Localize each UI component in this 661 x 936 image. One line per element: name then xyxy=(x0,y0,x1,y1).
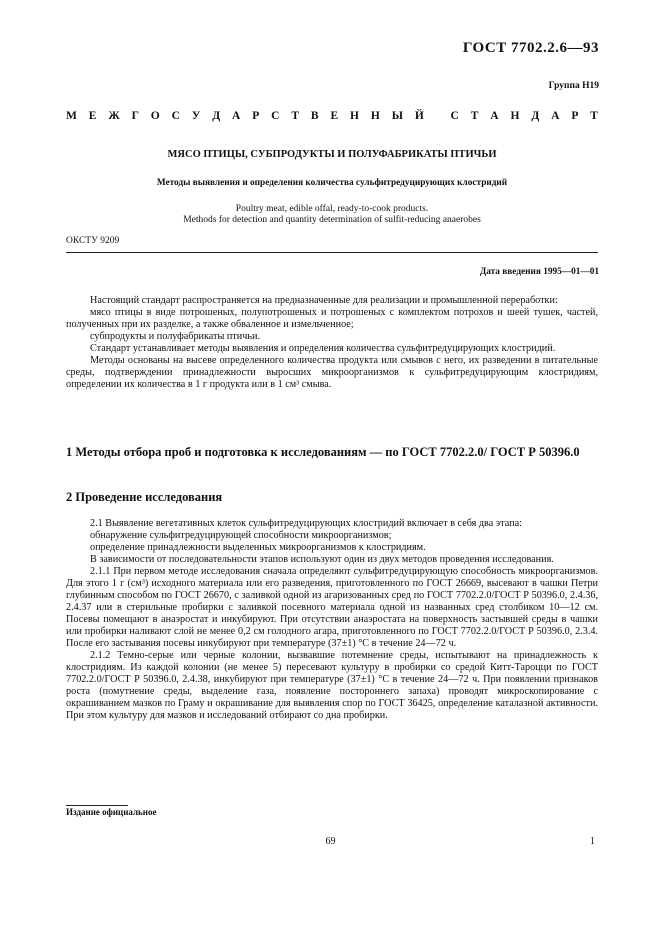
heading-letter: Н xyxy=(370,110,380,122)
heading-letter: Д xyxy=(531,110,540,122)
intro-paragraph: субпродукты и полуфабрикаты птичьи. xyxy=(90,331,261,342)
heading-letter: У xyxy=(191,110,201,122)
heading-letter: О xyxy=(150,110,160,122)
heading-letter: Т xyxy=(470,110,479,122)
intro-text xyxy=(66,295,598,391)
sheet-number: 1 xyxy=(590,836,595,847)
body-paragraph: определение принадлежности выделенных микроорганизмов к клостридиям. xyxy=(90,542,426,553)
official-divider xyxy=(66,805,128,806)
heading-letter: Т xyxy=(291,110,299,122)
heading-letter: Р xyxy=(252,110,260,122)
body-paragraph: 2.1.2 Темно-серые или черные колонии, вызвавшие потемнение среды, испытывают на принадлежность к клостридиям. Из каждой колонии (не менее 5) пересевают культуру в пробирки со средой Китт-Тароцци по ГОСТ 7702.2.0/ГОСТ Р 50396.0, 2.4.38, инкубируют при температуре (37±1) °С в течение 24—72 ч. При появлении признаков роста (помутнение среды, выделение газа, появление постороннего запаха) проводят микроскопирование с окрашиванием мазков по Граму и окрашивание для выявления спор по ГОСТ 36425, определение каталазной активности. При этом культуру для мазков и исследований отбирают со дна пробирки. xyxy=(66,650,598,721)
english-title xyxy=(66,204,598,226)
intro-paragraph: Методы основаны на высеве определенного количества продукта или смывов с него, их разведении в питательные среды, подтверждении принадлежности выросших микроорганизмов к сульфитредуцирующим клостридиям, определении их количества в 1 г продукта или в 1 см³ смыва. xyxy=(66,355,598,390)
heading-letter: А xyxy=(551,110,560,122)
heading-letter: Р xyxy=(571,110,579,122)
okstu-code: ОКСТУ 9209 xyxy=(66,236,120,246)
official-edition-note: Издание официальное xyxy=(66,807,157,817)
heading-letter xyxy=(436,110,439,122)
effective-date: Дата введения 1995—01—01 xyxy=(479,267,599,277)
heading-letter: Е xyxy=(330,110,339,122)
body-paragraph: обнаружение сульфитредуцирующей способности микроорганизмов; xyxy=(90,530,392,541)
heading-letter: С xyxy=(271,110,280,122)
heading-letter: Е xyxy=(88,110,97,122)
body-paragraph: В зависимости от последовательности этапов используют один из двух методов проведения исследования. xyxy=(90,554,554,565)
english-title-line-1: Poultry meat, edible offal, ready-to-cook products. xyxy=(235,204,429,214)
heading-letter: Ы xyxy=(391,110,403,122)
heading-letter: Й xyxy=(414,110,424,122)
intro-paragraph: Стандарт устанавливает методы выявления и определения количества сульфитредуцирующих клостридий. xyxy=(90,343,556,354)
heading-letter: А xyxy=(232,110,241,122)
section-2-text xyxy=(66,518,598,722)
english-title-line-2: Methods for detection and quantity determination of sulfit-reducing anaerobes xyxy=(183,215,481,225)
document-subtitle: Методы выявления и определения количества сульфитредуцирующих клостридий xyxy=(156,178,508,188)
heading-letter: Г xyxy=(131,110,139,122)
standard-type-heading xyxy=(66,110,598,122)
section-2-heading: 2 Проведение исследования xyxy=(66,490,223,504)
heading-letter: Н xyxy=(510,110,520,122)
body-paragraph: 2.1.1 При первом методе исследования сначала определяют сульфитредуцирующую способность микроорганизмов. Для этого 1 г (см³) исходного материала или его разведения, приготовленного по ГОСТ 26669, высевают в чашки Петри глубинным способом по ГОСТ 26670, с заливкой одной из агаризованных сред по ГОСТ 7702.2.0/ГОСТ Р 50396.0, 2.4.36, 2.4.37 или в стерильные пробирки с заливкой посевного материала одной из названных сред столбиком 10—12 см. Посевы помещают в анаэростат и инкубируют. При отсутствии анаэростата на поверхность застывшей среды в чашки или пробирки наливают слой не менее 0,2 см голодного агара, приготовленного по ГОСТ 7702.2.0/ГОСТ Р 50396.0, 2.3.4. После его застывания посевы инкубируют при температуре (37±1) °С в течение 24—72 ч. xyxy=(66,566,598,649)
heading-letter: Н xyxy=(350,110,359,122)
heading-letter: М xyxy=(66,110,77,122)
heading-letter: В xyxy=(310,110,319,122)
heading-letter: С xyxy=(450,110,459,122)
document-title: МЯСО ПТИЦЫ, СУБПРОДУКТЫ И ПОЛУФАБРИКАТЫ ПТИЧЬИ xyxy=(167,149,497,160)
heading-letter: С xyxy=(171,110,180,122)
heading-letter: Т xyxy=(590,110,598,122)
heading-letter: Ж xyxy=(108,110,120,122)
intro-paragraph: мясо птицы в виде потрошеных, полупотрошеных и потрошеных с комплектом потрохов и шеей тушек, частей, полученных при их разделке, а также обваленное и измельченное; xyxy=(66,307,598,330)
body-paragraph: 2.1 Выявление вегетативных клеток сульфитредуцирующих клостридий включает в себя два этапа: xyxy=(90,518,522,529)
heading-letter: Д xyxy=(212,110,221,122)
divider xyxy=(66,252,598,253)
gost-number: ГОСТ 7702.2.6—93 xyxy=(462,40,599,56)
group-code: Группа Н19 xyxy=(548,81,599,91)
section-1-heading: 1 Методы отбора проб и подготовка к исследованиям — по ГОСТ 7702.2.0/ ГОСТ Р 50396.0 xyxy=(66,445,580,459)
page-number: 69 xyxy=(325,836,336,847)
heading-letter: А xyxy=(490,110,499,122)
intro-paragraph: Настоящий стандарт распространяется на предназначенные для реализации и промышленной переработки: xyxy=(90,295,558,306)
